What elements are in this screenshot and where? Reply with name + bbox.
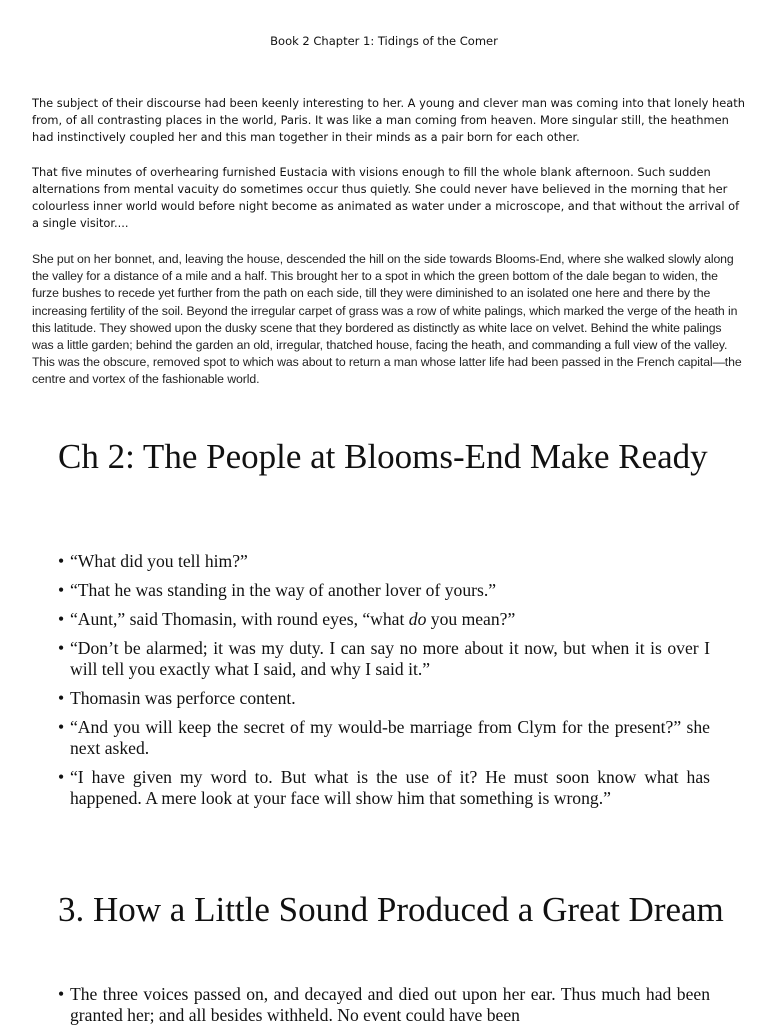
bullet-text: you mean?” xyxy=(426,609,516,629)
bullet-item: • “And you will keep the secret of my would-be marriage from Clym for the present?” she next asked. xyxy=(58,717,710,759)
chapter-3-heading: 3. How a Little Sound Produced a Great Dream xyxy=(58,890,724,929)
paragraph-1: The subject of their discourse had been keenly interesting to her. A young and clever man was coming into that lonely heath from, of all contrasting places in the world, Paris. It was like a man coming from heaven. More singular still, the heathmen had instinctively coupled her and this man together in their minds as a pair born for each other. xyxy=(32,96,745,144)
chapter-2-heading: Ch 2: The People at Blooms-End Make Ready xyxy=(58,437,708,476)
bullet-text: “Aunt,” said Thomasin, with round eyes, “what xyxy=(70,609,409,629)
bullet-item: • “I have given my word to. But what is the use of it? He must soon know what has happened. A mere look at your face will show him that something is wrong.” xyxy=(58,767,710,809)
bullet-emphasis: do xyxy=(408,609,427,629)
chapter-3-bullet-list xyxy=(58,984,710,1034)
paragraph-2: That five minutes of overhearing furnished Eustacia with visions enough to fill the whole blank afternoon. Such sudden alternations from mental vacuity do sometimes occur thus quietly. She could never have believed in the morning that her colourless inner world would before night become as animated as water under a microscope, and that without the arrival of a single visitor.... xyxy=(32,165,740,230)
bullet-item: • “Don’t be alarmed; it was my duty. I can say no more about it now, but when it is over I will tell you exactly what I said, and why I said it.” xyxy=(58,638,710,680)
bullet-item: • “That he was standing in the way of another lover of yours.” xyxy=(58,580,710,601)
bullet-item: • “What did you tell him?” xyxy=(58,551,710,572)
bullet-item: • The three voices passed on, and decayed and died out upon her ear. Thus much had been granted her; and all besides withheld. No event could have been xyxy=(58,984,710,1026)
paragraph-3: She put on her bonnet, and, leaving the house, descended the hill on the side towards Blooms-End, where she walked slowly along the valley for a distance of a mile and a half. This brought her to a spot in which the green bottom of the dale began to widen, the furze bushes to recede yet further from the path on each side, till they were diminished to an isolated one here and there by the increasing fertility of the soil. Beyond the irregular carpet of grass was a row of white palings, which marked the verge of the heath in this latitude. They showed upon the dusky scene that they bordered as distinctly as white lace on velvet. Behind the white palings was a little garden; behind the garden an old, irregular, thatched house, facing the heath, and commanding a full view of the valley. This was the obscure, removed spot to which was about to return a man whose latter life had been passed in the French capital—the centre and vortex of the fashionable world. xyxy=(32,252,742,387)
bullet-item xyxy=(58,609,710,630)
bullet-item: • Thomasin was perforce content. xyxy=(58,688,710,709)
chapter-2-bullet-list xyxy=(58,551,710,817)
running-title: Book 2 Chapter 1: Tidings of the Comer xyxy=(270,34,498,48)
